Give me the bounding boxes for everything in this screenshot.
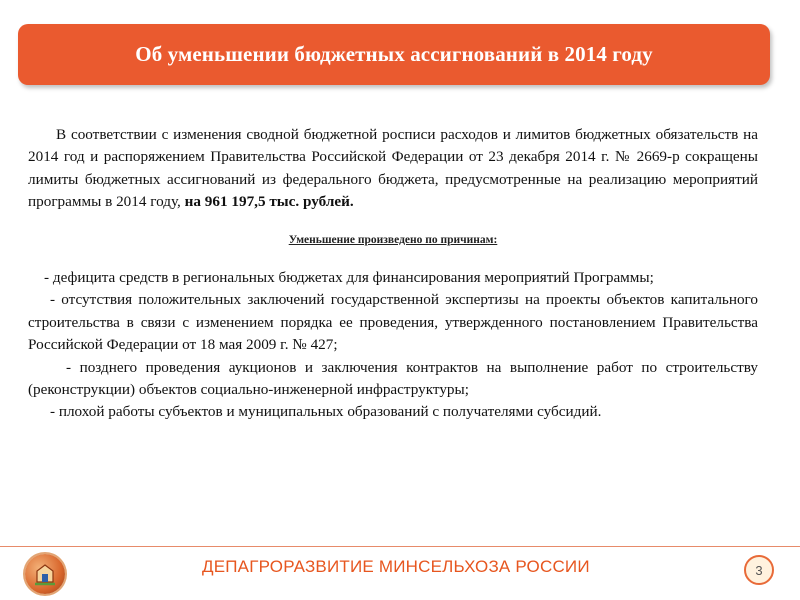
footer-divider xyxy=(0,546,800,547)
reasons-list xyxy=(28,267,758,424)
intro-paragraph xyxy=(28,124,758,214)
intro-text: В соответствии с изменения сводной бюджетной росписи расходов и лимитов бюджетных обязательств на 2014 год и распоряжением Правительства Российской Федерации от 23 декабря 2014 г. № 2669-р сокращены лимиты бюджетных ассигнований из федерального бюджета, предусмотренные на реализацию мероприятий программы в 2014 году, xyxy=(28,126,758,211)
slide-title: Об уменьшении бюджетных ассигнований в 2014 году xyxy=(135,42,653,66)
slide-body xyxy=(28,124,758,424)
reduction-amount: на 961 197,5 тыс. рублей. xyxy=(184,193,354,211)
reason-item: - отсутствия положительных заключений государственной экспертизы на проекты объектов капитального строительства в связи с изменением порядка ее проведения, утвержденного постановлением Правительства Российской Федерации от 18 мая 2009 г. № 427; xyxy=(28,291,758,354)
footer-organization: ДЕПАГРОРАЗВИТИЕ МИНСЕЛЬХОЗА РОССИИ xyxy=(202,557,590,576)
reason-item: - позднего проведения аукционов и заключения контрактов на выполнение работ по строительству (реконструкции) объектов социально-инженерной инфраструктуры; xyxy=(28,358,758,399)
reason-item: - дефицита средств в региональных бюджетах для финансирования мероприятий Программы; xyxy=(44,269,654,287)
reason-item: - плохой работы субъектов и муниципальных образований с получателями субсидий. xyxy=(50,403,602,421)
ministry-emblem-icon xyxy=(25,554,65,594)
title-banner xyxy=(18,24,770,85)
page-number-badge: 3 xyxy=(744,555,774,585)
reasons-heading: Уменьшение произведено по причинам: xyxy=(288,233,498,246)
